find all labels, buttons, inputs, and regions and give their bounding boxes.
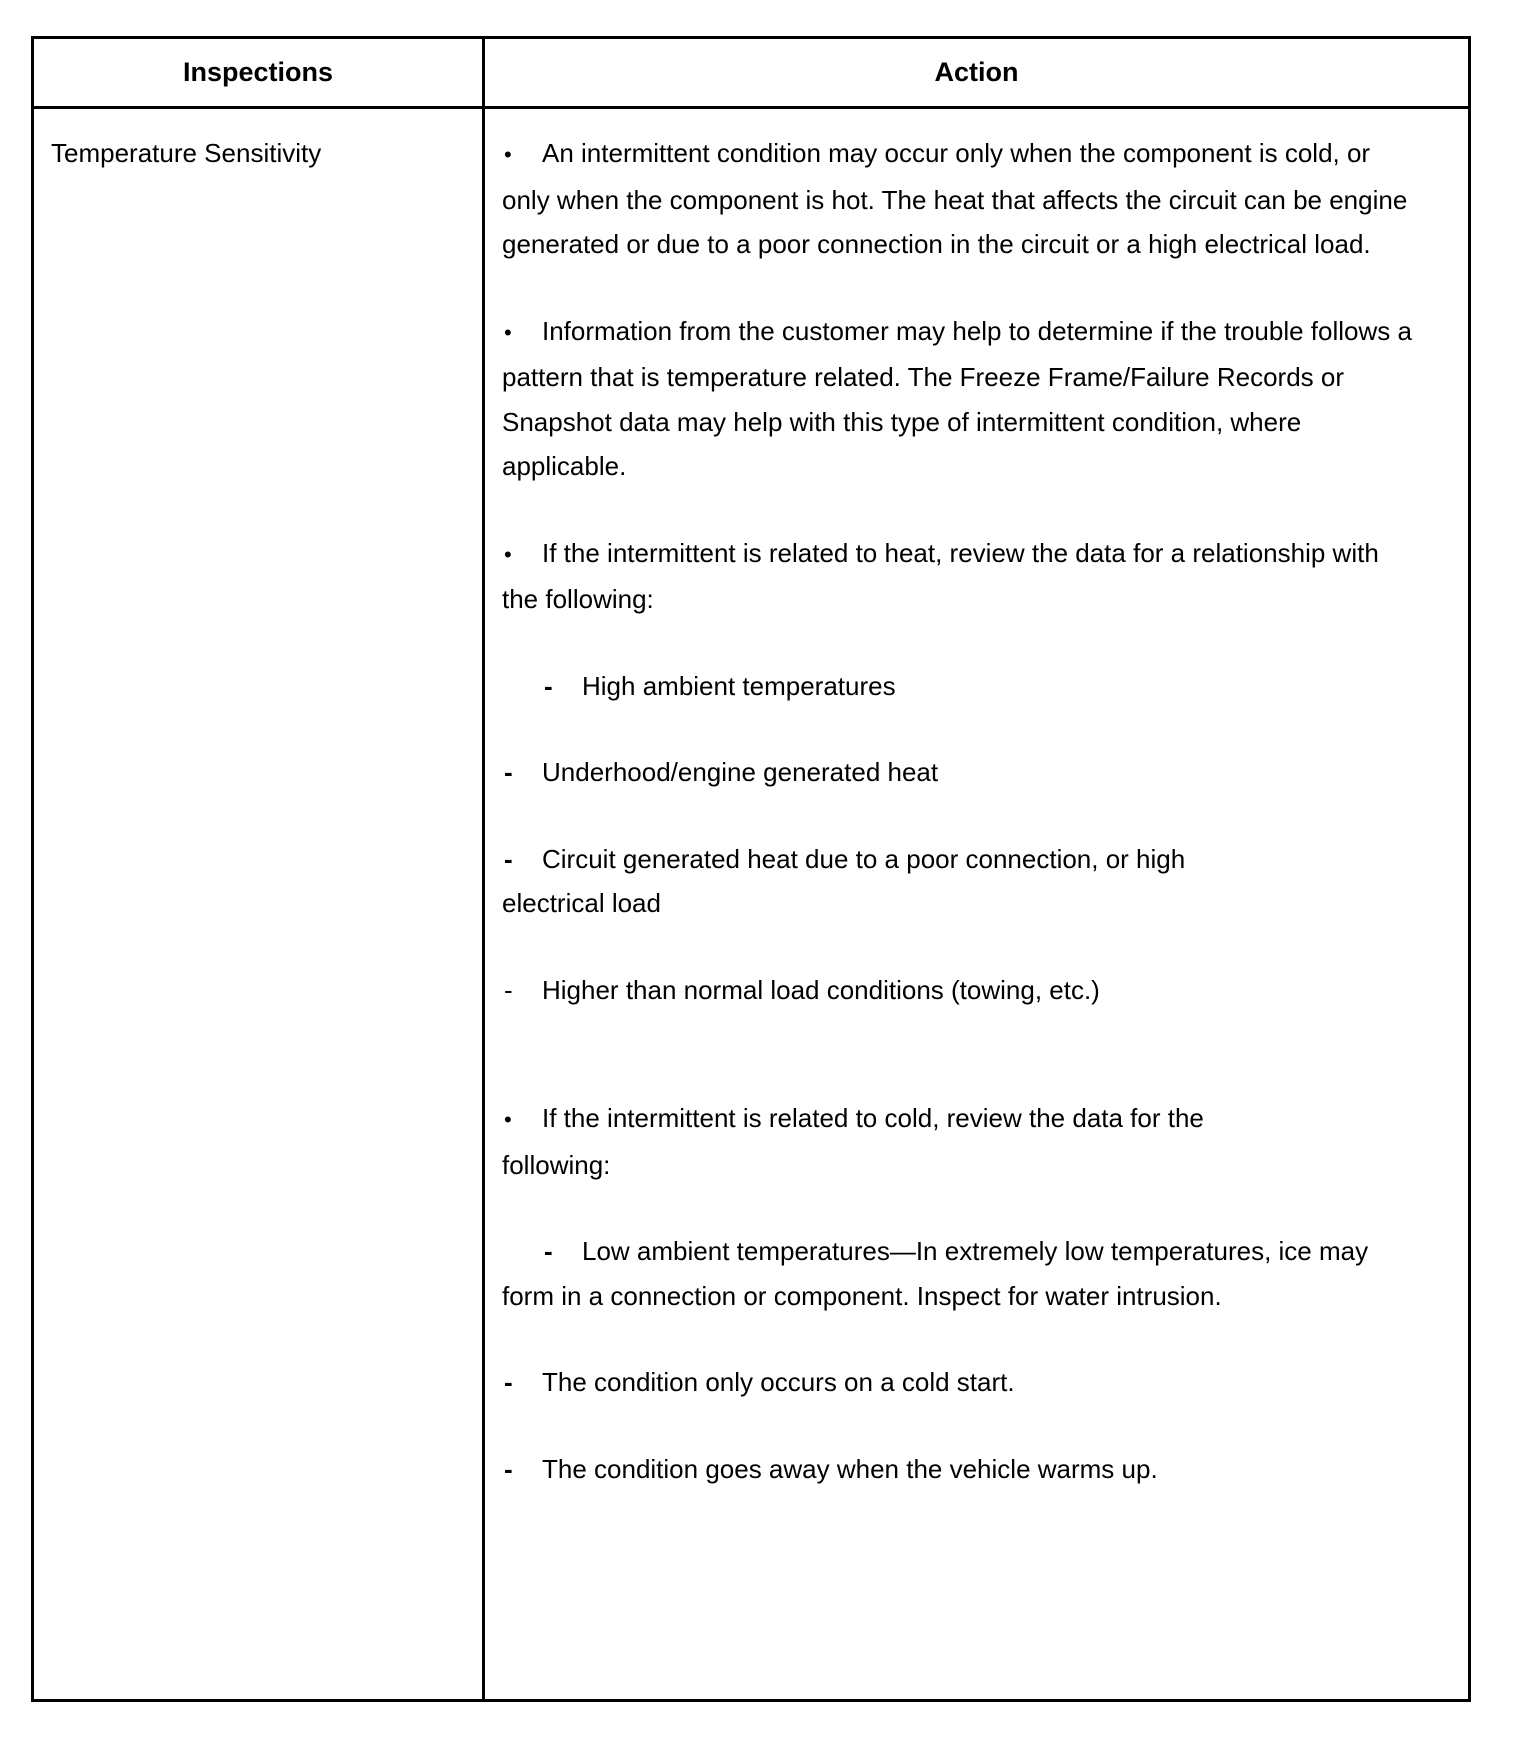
action-item-heat-sources (502, 131, 1422, 267)
bullet-marker: • (504, 1107, 512, 1132)
action-subitem-high-load (502, 968, 1422, 1013)
inspection-table (31, 36, 1471, 1702)
column-divider (482, 39, 485, 1699)
bullet-marker: • (504, 142, 512, 167)
action-item-heat-related (502, 531, 1422, 622)
action-item-customer-info (502, 309, 1422, 489)
dash-marker: - (544, 670, 553, 701)
action-subitem-low-ambient (502, 1229, 1422, 1318)
dash-marker: - (504, 1367, 513, 1397)
action-item-text: Low ambient temperatures—In extremely low temperatures, ice may form in a connection or component. Inspect for water intrusion. (502, 1236, 1369, 1311)
action-item-text: High ambient temperatures (582, 670, 896, 701)
action-subitem-circuit-heat (502, 837, 1232, 926)
dash-marker: - (504, 843, 513, 874)
bullet-marker: • (504, 541, 512, 567)
action-item-cold-related (502, 1096, 1262, 1187)
action-subitem-underhood-heat (502, 750, 1422, 795)
dash-marker: - (504, 1453, 513, 1484)
dash-marker: - (544, 1236, 553, 1266)
table-header-row (34, 39, 1468, 109)
action-subitem-warms-up (502, 1447, 1422, 1492)
bullet-marker: • (504, 319, 512, 345)
dash-marker: - (504, 974, 513, 1005)
action-item-text: An intermittent condition may occur only when the component is cold, or only when the component is hot. The heat that affects the circuit can be engine generated or due to a poor connection in the circuit or a high electrical load. (502, 138, 1408, 259)
action-item-text: The condition only occurs on a cold start. (542, 1367, 1015, 1397)
action-item-text: Information from the customer may help to determine if the trouble follows a pattern that is temperature related. The Freeze Frame/Failure Records or Snapshot data may help with this type of intermittent condition, where applicable. (502, 315, 1412, 481)
action-cell (502, 131, 1422, 1533)
action-item-text: Circuit generated heat due to a poor connection, or high electrical load (502, 843, 1186, 918)
action-subitem-high-ambient (502, 664, 1422, 709)
header-action: Action (934, 57, 1019, 87)
header-inspections: Inspections (182, 57, 334, 87)
action-item-text: Underhood/engine generated heat (542, 757, 939, 787)
action-subitem-cold-start (502, 1360, 1422, 1405)
action-item-text: Higher than normal load conditions (towing, etc.) (542, 974, 1100, 1005)
action-item-text: If the intermittent is related to heat, review the data for a relationship with the following: (502, 537, 1379, 614)
inspection-cell-temperature-sensitivity: Temperature Sensitivity (51, 138, 322, 168)
action-item-text: If the intermittent is related to cold, review the data for the following: (502, 1103, 1204, 1180)
dash-marker: - (504, 757, 513, 787)
action-item-text: The condition goes away when the vehicle warms up. (542, 1453, 1158, 1484)
